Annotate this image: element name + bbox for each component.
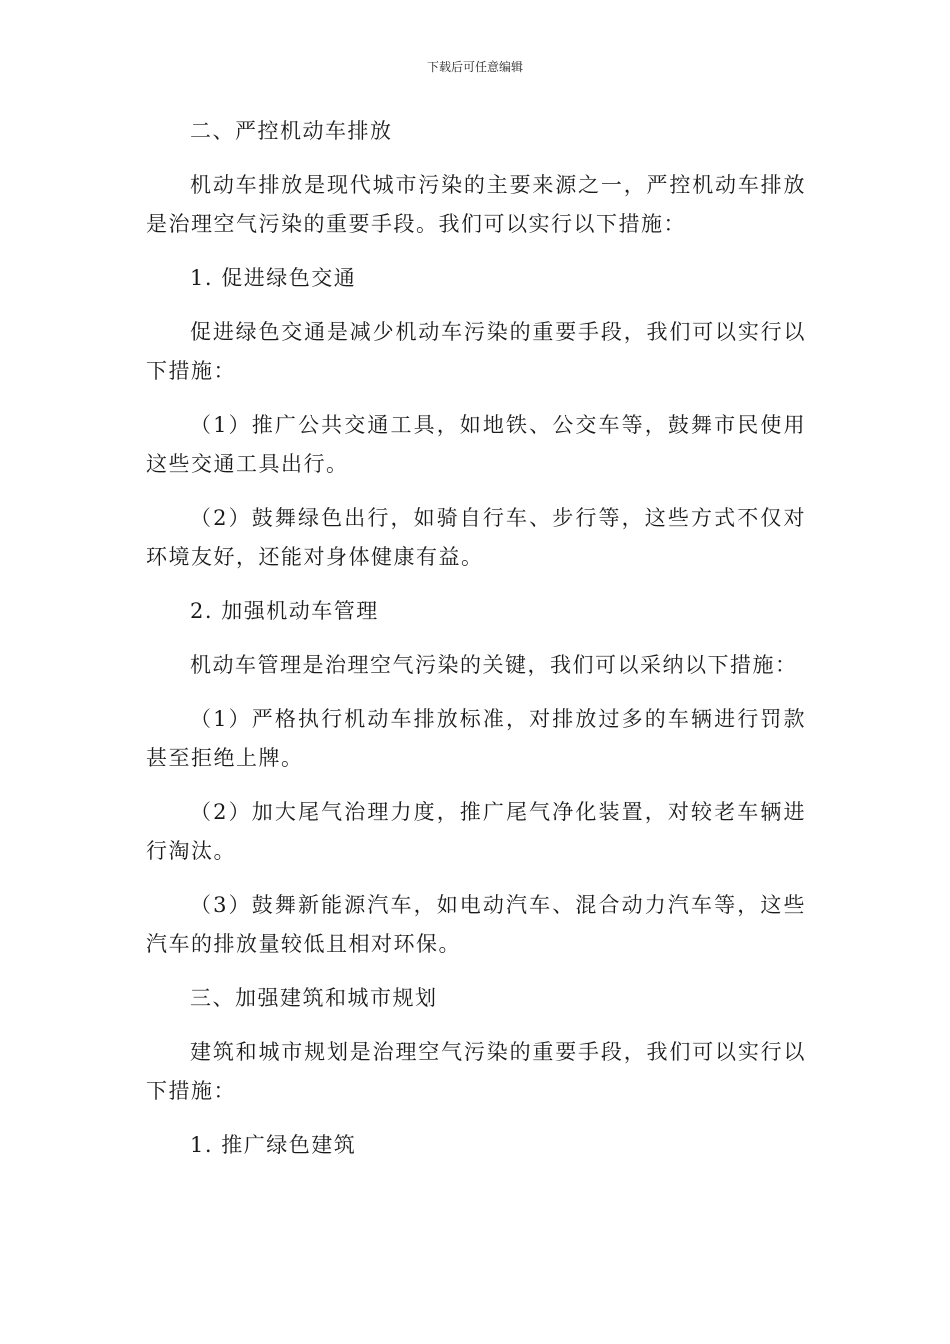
paragraph: 促进绿色交通是减少机动车污染的重要手段，我们可以实行以下措施： <box>146 320 806 383</box>
list-item: （2）加大尾气治理力度，推广尾气净化装置，对较老车辆进行淘汰。 <box>146 800 806 863</box>
document-body <box>146 112 806 1180</box>
list-item: （2）鼓舞绿色出行，如骑自行车、步行等，这些方式不仅对环境友好，还能对身体健康有益。 <box>146 506 806 569</box>
subsection-heading: 1. 促进绿色交通 <box>190 266 357 290</box>
header-note: 下载后可任意编辑 <box>426 60 523 74</box>
paragraph: 建筑和城市规划是治理空气污染的重要手段，我们可以实行以下措施： <box>146 1040 806 1103</box>
list-item: （1）严格执行机动车排放标准，对排放过多的车辆进行罚款甚至拒绝上牌。 <box>146 707 806 770</box>
section-heading: 二、严控机动车排放 <box>190 119 393 143</box>
subsection-heading: 1. 推广绿色建筑 <box>190 1133 357 1157</box>
list-item: （1）推广公共交通工具，如地铁、公交车等，鼓舞市民使用这些交通工具出行。 <box>146 413 806 476</box>
paragraph: 机动车管理是治理空气污染的关键，我们可以采纳以下措施： <box>190 653 798 677</box>
subsection-heading: 2. 加强机动车管理 <box>190 599 379 623</box>
list-item: （3）鼓舞新能源汽车，如电动汽车、混合动力汽车等，这些汽车的排放量较低且相对环保。 <box>146 893 806 956</box>
paragraph: 机动车排放是现代城市污染的主要来源之一，严控机动车排放是治理空气污染的重要手段。我们可以实行以下措施： <box>146 173 806 236</box>
section-heading: 三、加强建筑和城市规划 <box>190 986 438 1010</box>
